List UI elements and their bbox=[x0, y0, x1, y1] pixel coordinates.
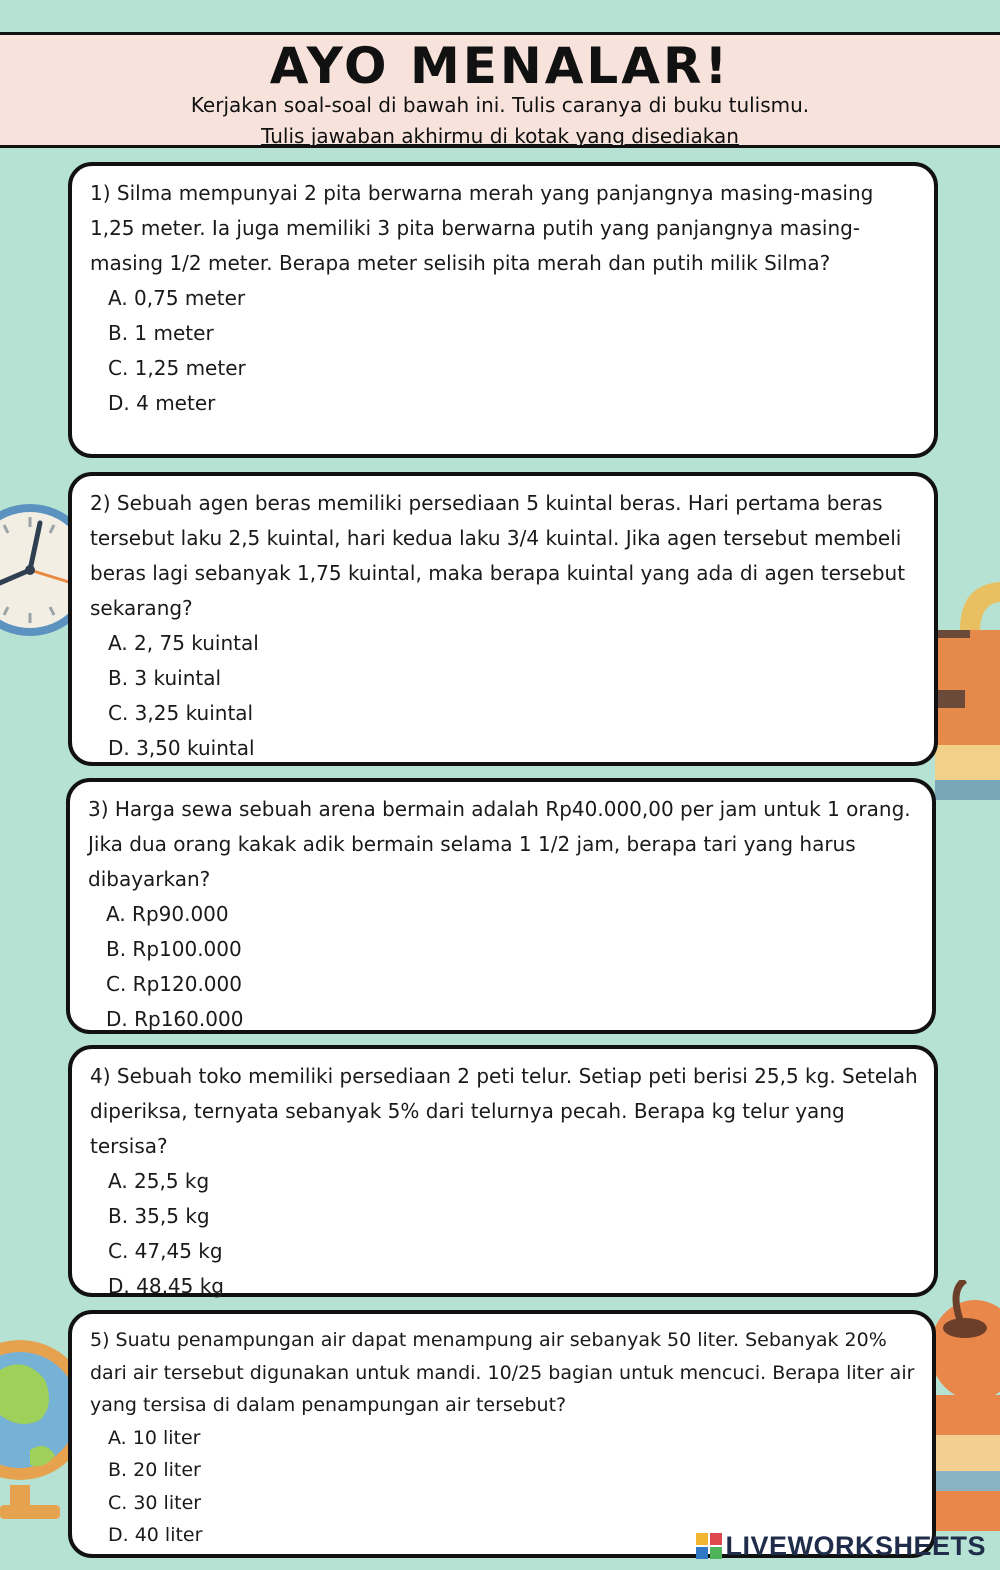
answer-option[interactable]: A. 10 liter bbox=[108, 1426, 201, 1449]
question-text: 5) Suatu penampungan air dapat menampung air sebanyak 50 liter. Sebanyak 20% dari air tersebut digunakan untuk mandi. 10/25 bagian untuk mencuci. Berapa liter air yang tersisa di dalam penampungan air tersebut? bbox=[90, 1329, 915, 1416]
answer-option[interactable]: B. Rp100.000 bbox=[106, 937, 242, 961]
answer-option[interactable]: C. 1,25 meter bbox=[108, 356, 246, 380]
question-text: 2) Sebuah agen beras memiliki persediaan 5 kuintal beras. Hari pertama beras tersebut laku 2,5 kuintal, hari kedua laku 3/4 kuintal. Jika agen tersebut membeli beras lagi sebanyak 1,75 kuintal, maka berapa kuintal yang ada di agen tersebut sekarang? bbox=[90, 491, 906, 620]
question-text: 1) Silma mempunyai 2 pita berwarna merah yang panjangnya masing-masing 1,25 meter. Ia juga memiliki 3 pita berwarna putih yang panjangnya masing-masing 1/2 meter. Berapa meter selisih pita merah dan putih milik Silma? bbox=[90, 181, 874, 275]
answer-option[interactable]: B. 20 liter bbox=[108, 1459, 201, 1481]
answer-option[interactable]: A. 2, 75 kuintal bbox=[108, 631, 259, 655]
liveworksheets-logo[interactable] bbox=[696, 1531, 986, 1562]
answer-option[interactable]: C. 47,45 kg bbox=[108, 1239, 223, 1263]
answer-option[interactable]: C. Rp120.000 bbox=[106, 972, 242, 996]
answer-option[interactable]: A. Rp90.000 bbox=[106, 902, 229, 926]
question-text: 3) Harga sewa sebuah arena bermain adalah Rp40.000,00 per jam untuk 1 orang. Jika dua orang kakak adik bermain selama 1 1/2 jam, berapa tari yang harus dibayarkan? bbox=[88, 797, 911, 891]
question-card-3 bbox=[66, 778, 936, 1034]
question-card-1 bbox=[68, 162, 938, 458]
answer-option[interactable]: D. 3,50 kuintal bbox=[108, 736, 255, 760]
answer-option[interactable]: D. Rp160.000 bbox=[106, 1007, 244, 1031]
question-text: 4) Sebuah toko memiliki persediaan 2 peti telur. Setiap peti berisi 25,5 kg. Setelah diperiksa, ternyata sebanyak 5% dari telurnya pecah. Berapa kg telur yang tersisa? bbox=[90, 1064, 918, 1158]
instruction-line-1: Kerjakan soal-soal di bawah ini. Tulis caranya di buku tulismu. bbox=[190, 93, 810, 117]
question-card-4 bbox=[68, 1045, 938, 1297]
answer-option[interactable]: C. 3,25 kuintal bbox=[108, 701, 254, 725]
question-card-2 bbox=[68, 472, 938, 766]
liveworksheets-icon bbox=[696, 1533, 722, 1559]
answer-option[interactable]: D. 40 liter bbox=[108, 1524, 203, 1546]
answer-option[interactable]: D. 4 meter bbox=[108, 391, 216, 415]
bag-illustration bbox=[930, 570, 1000, 810]
brand-name: LIVEWORKSHEETS bbox=[725, 1531, 986, 1561]
instruction-line-2: Tulis jawaban akhirmu di kotak yang disediakan bbox=[261, 124, 739, 148]
answer-option[interactable]: A. 25,5 kg bbox=[108, 1169, 210, 1193]
answer-option[interactable]: B. 1 meter bbox=[108, 321, 214, 345]
page-title: AYO MENALAR! bbox=[269, 37, 731, 95]
header-band bbox=[0, 32, 1000, 148]
answer-option[interactable]: A. 0,75 meter bbox=[108, 286, 246, 310]
question-card-5 bbox=[68, 1310, 936, 1558]
answer-option[interactable]: D. 48,45 kg bbox=[108, 1274, 225, 1298]
answer-option[interactable]: B. 35,5 kg bbox=[108, 1204, 210, 1228]
answer-option[interactable]: B. 3 kuintal bbox=[108, 666, 222, 690]
answer-option[interactable]: C. 30 liter bbox=[108, 1491, 202, 1514]
